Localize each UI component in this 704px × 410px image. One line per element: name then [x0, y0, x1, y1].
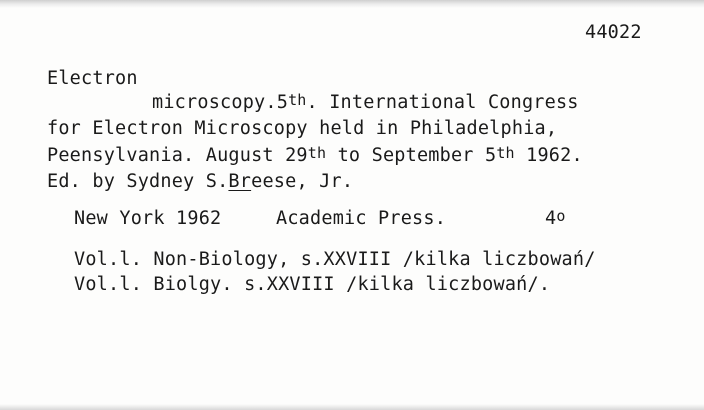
editor-underlined-text: Br [228, 171, 252, 192]
volume-line-1: Vol.l. Non-Biology, s.XXVIII /kilka liczbowań/ [74, 249, 596, 270]
editor-line [47, 171, 353, 193]
title-line-1-text: microscopy.5 [152, 92, 289, 113]
title-line-2: for Electron Microscopy held in Philadelphia, [47, 118, 558, 139]
imprint-place-year: New York 1962 [74, 208, 222, 229]
title-line-3-mid: to September 5 [326, 145, 497, 166]
title-line-3-text: Peensylvania. August 29 [47, 145, 308, 166]
card-top-edge [0, 0, 704, 8]
card-number: 44022 [585, 22, 642, 43]
superscript-th: th [288, 91, 307, 109]
superscript-th: th [496, 144, 515, 162]
title-line-1-rest: . International Congress [306, 92, 579, 113]
imprint-publisher: Academic Press. [276, 208, 447, 229]
volume-line-2: Vol.l. Biolgy. s.XXVIII /kilka liczbowań/. [74, 274, 551, 295]
editor-text-rest: eese, Jr. [251, 171, 354, 192]
format-superscript: o [556, 207, 566, 225]
superscript-th: th [307, 144, 327, 162]
title-line-3 [47, 145, 583, 167]
title-line-1 [152, 92, 579, 114]
format-size [545, 208, 566, 230]
heading-entry: Electron [47, 68, 138, 89]
card-bottom-edge [0, 404, 704, 410]
format-number: 4 [545, 208, 557, 229]
title-line-3-rest: 1962. [514, 145, 583, 166]
editor-text: Ed. by Sydney S. [47, 171, 229, 192]
